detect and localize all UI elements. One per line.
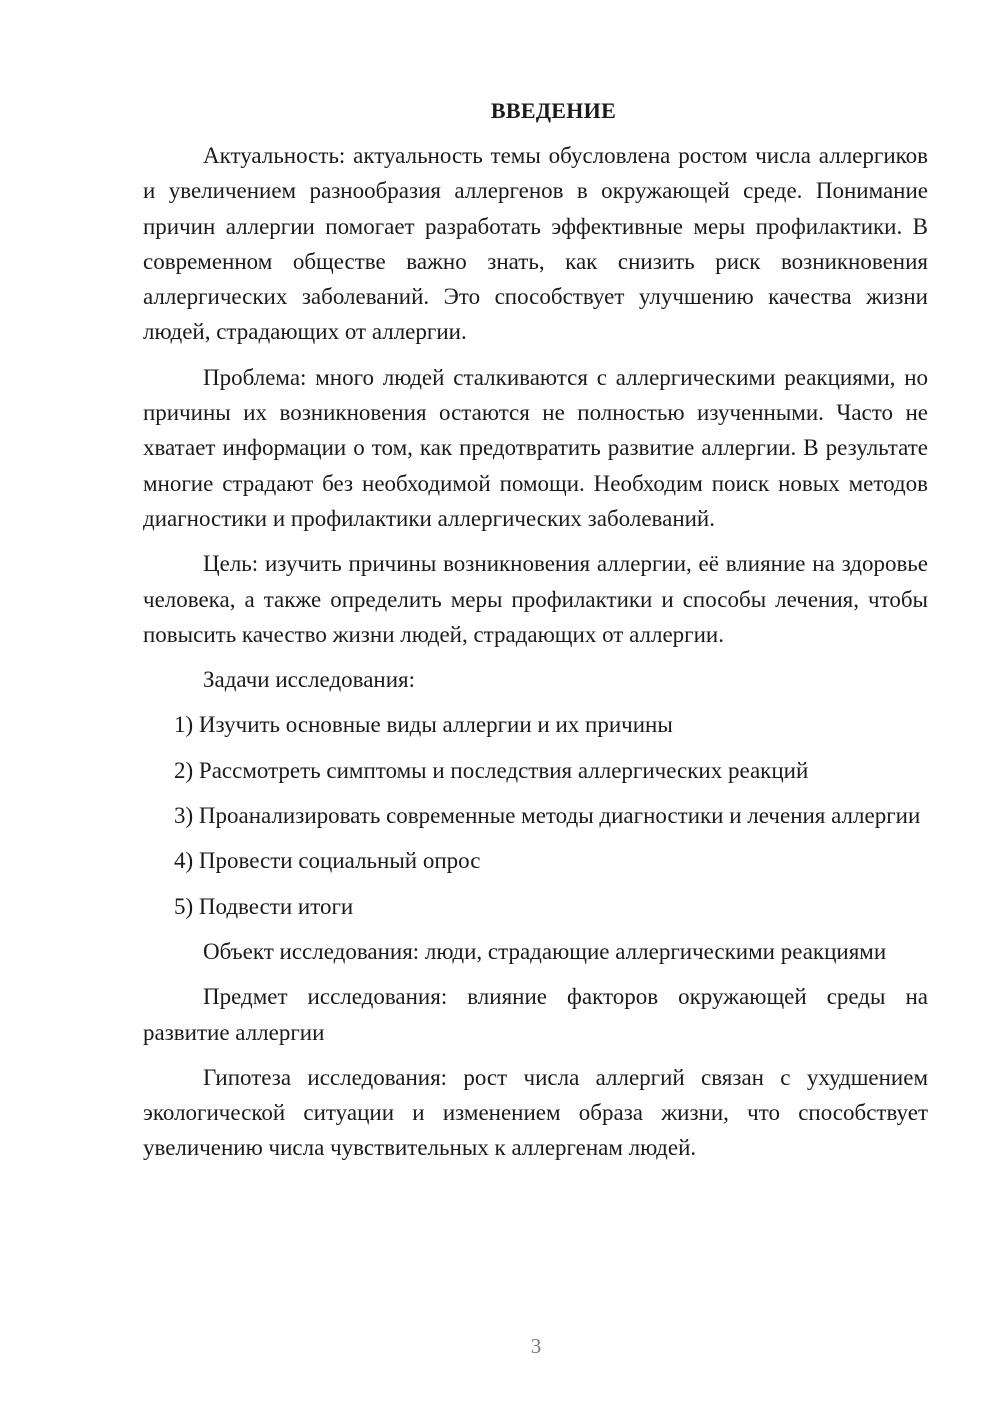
subject-paragraph: Предмет исследования: влияние факторов окружающей среды на развитие аллергии [143,984,928,1045]
relevance-paragraph: Актуальность: актуальность темы обусловлена ростом числа аллергиков и увеличением разнообразия аллергенов в окружающей среде. Понимание причин аллергии помогает разработать эффективные меры профилактики. В современном обществе важно знать, как снизить риск возникновения аллергических заболеваний. Это способствует улучшению качества жизни людей, страдающих от аллергии. [143,143,928,345]
page-content [143,96,928,1176]
problem-paragraph: Проблема: много людей сталкиваются с аллергическими реакциями, но причины их возникновения остаются не полностью изученными. Часто не хватает информации о том, как предотвратить развитие аллергии. В результате многие страдают без необходимой помощи. Необходим поиск новых методов диагностики и профилактики аллергических заболеваний. [143,364,928,531]
object-paragraph: Объект исследования: люди, страдающие аллергическими реакциями [203,938,887,964]
hypothesis-paragraph: Гипотеза исследования: рост числа аллергий связан с ухудшением экологической ситуации и изменением образа жизни, что способствует увеличению числа чувствительных к аллергенам людей. [143,1064,928,1161]
page-title: ВВЕДЕНИЕ [490,98,617,123]
goal-paragraph: Цель: изучить причины возникновения аллергии, её влияние на здоровье человека, а также определить меры профилактики и способы лечения, чтобы повысить качество жизни людей, страдающих от аллергии. [143,551,928,647]
task-item-5: 5) Подвести итоги [174,893,354,919]
task-item-1: 1) Изучить основные виды аллергии и их причины [174,712,673,738]
task-item-3: 3) Проанализировать современные методы диагностики и лечения аллергии [174,803,921,829]
task-item-4: 4) Провести социальный опрос [174,848,481,874]
tasks-heading: Задачи исследования: [203,667,416,693]
page-number: 3 [530,1334,542,1358]
task-item-2: 2) Рассмотреть симптомы и последствия аллергических реакций [174,757,809,783]
